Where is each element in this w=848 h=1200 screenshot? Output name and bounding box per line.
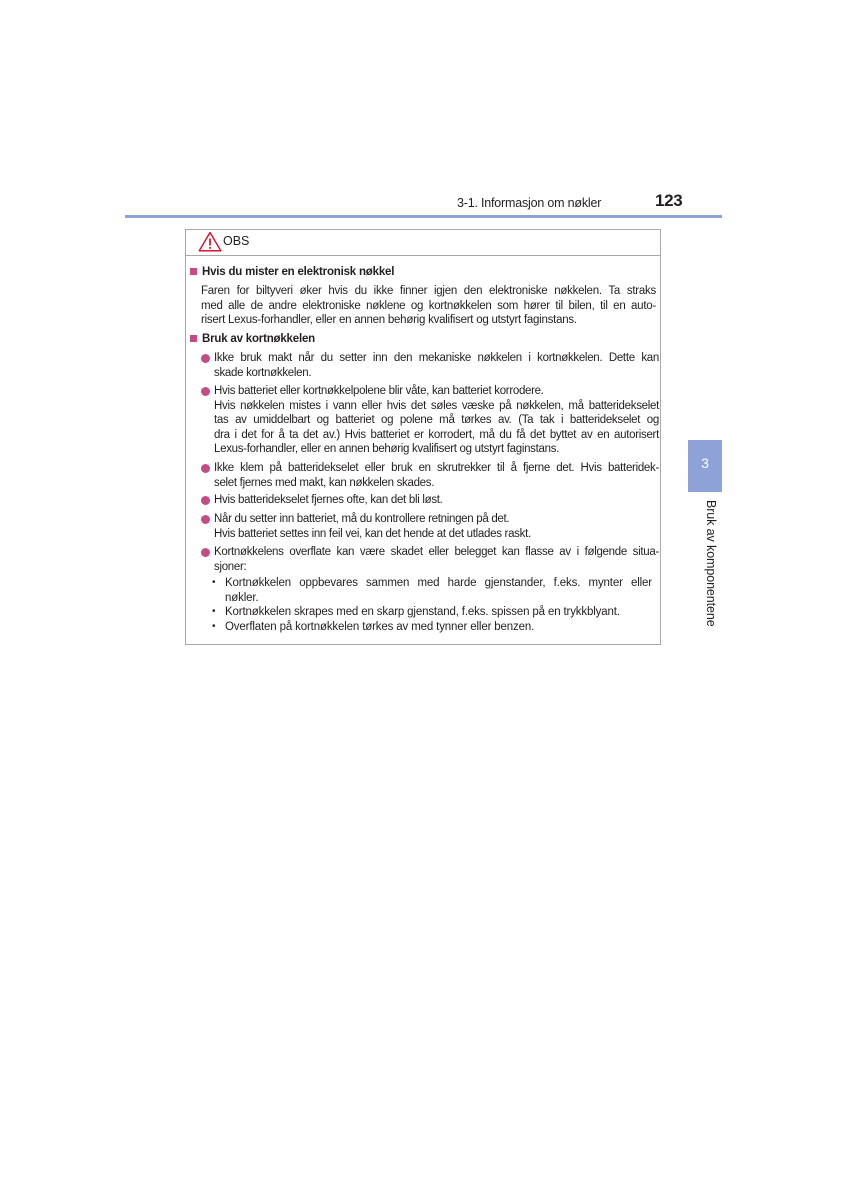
circle-bullet-icon — [201, 548, 210, 557]
text-line: selet fjernes med makt, kan nøkkelen skades. — [214, 476, 435, 489]
chapter-title: Bruk av komponentene — [704, 500, 718, 627]
small-bullet-icon: • — [212, 621, 216, 632]
text-line: Ikke klem på batteridekselet eller bruk en skrutrekker til å fjerne det. Hvis batteridek- — [214, 462, 659, 474]
text-line: Hvis nøkkelen mistes i vann eller hvis det søles væske på nøkkelen, må batteridekselet — [214, 399, 659, 412]
circle-bullet-icon — [201, 464, 210, 473]
square-bullet-icon — [190, 335, 197, 342]
text-line: Overflaten på kortnøkkelen tørkes av med tynner eller benzen. — [225, 621, 535, 633]
text-line: Hvis batteriet eller kortnøkkelpolene blir våte, kan batteriet korrodere. — [214, 385, 544, 397]
text-line: sjoner: — [214, 560, 247, 573]
text-line: Kortnøkkelens overflate kan være skadet eller belegget kan flasse av i følgende situa- — [214, 546, 659, 558]
text-line: Kortnøkkelen oppbevares sammen med harde gjenstander, f.eks. mynter eller — [225, 577, 652, 589]
square-bullet-icon — [190, 268, 197, 275]
text-line: Kortnøkkelen skrapes med en skarp gjenstand, f.eks. spissen på en trykkblyant. — [225, 606, 620, 618]
text-line: skade kortnøkkelen. — [214, 366, 312, 379]
small-bullet-icon: • — [212, 577, 216, 588]
header-rule — [125, 215, 722, 218]
text-line: tas av umiddelbart og batteriet og polene må tørkes av. (Ta tak i batteridekselet og — [214, 414, 659, 427]
text-line: Når du setter inn batteriet, må du kontrollere retningen på det. — [214, 513, 510, 525]
text-line: Hvis batteriet settes inn feil vei, kan det hende at det utlades raskt. — [214, 527, 531, 540]
chapter-tab: 3 — [688, 440, 722, 492]
notice-label: OBS — [223, 234, 250, 248]
section-heading: 3-1. Informasjon om nøkler — [457, 196, 602, 210]
section-title-lost-key: Hvis du mister en elektronisk nøkkel — [190, 266, 394, 278]
warning-icon — [198, 231, 222, 252]
circle-bullet-icon — [201, 387, 210, 396]
text-line: nøkler. — [225, 591, 259, 604]
circle-bullet-icon — [201, 496, 210, 505]
text-line: risert Lexus-forhandler, eller en annen behørig kvalifisert og utstyrt faginstans. — [201, 314, 577, 327]
text-line: med alle de andre elektroniske nøklene og kortnøkkelen som hører til bilen, til en auto- — [201, 299, 656, 312]
section-title-card-key: Bruk av kortnøkkelen — [190, 333, 315, 345]
page-number: 123 — [655, 191, 683, 210]
circle-bullet-icon — [201, 354, 210, 363]
text-line: dra i det for å ta det av.) Hvis batteriet er korrodert, må du få det byttet av en autorisert — [214, 428, 659, 441]
circle-bullet-icon — [201, 515, 210, 524]
text-line: Lexus-forhandler, eller en annen behørig kvalifisert og utstyrt faginstans. — [214, 443, 560, 456]
paragraph-lost-key — [201, 284, 656, 328]
text-line: Ikke bruk makt når du setter inn den mekaniske nøkkelen i kortnøkkelen. Dette kan — [214, 352, 659, 364]
small-bullet-icon: • — [212, 606, 216, 617]
notice-header — [186, 230, 660, 256]
text-line: Faren for biltyveri øker hvis du ikke finner igjen den elektroniske nøkkelen. Ta straks — [201, 285, 656, 297]
notice-box — [185, 229, 661, 645]
text-line: Hvis batteridekselet fjernes ofte, kan det bli løst. — [214, 494, 443, 506]
